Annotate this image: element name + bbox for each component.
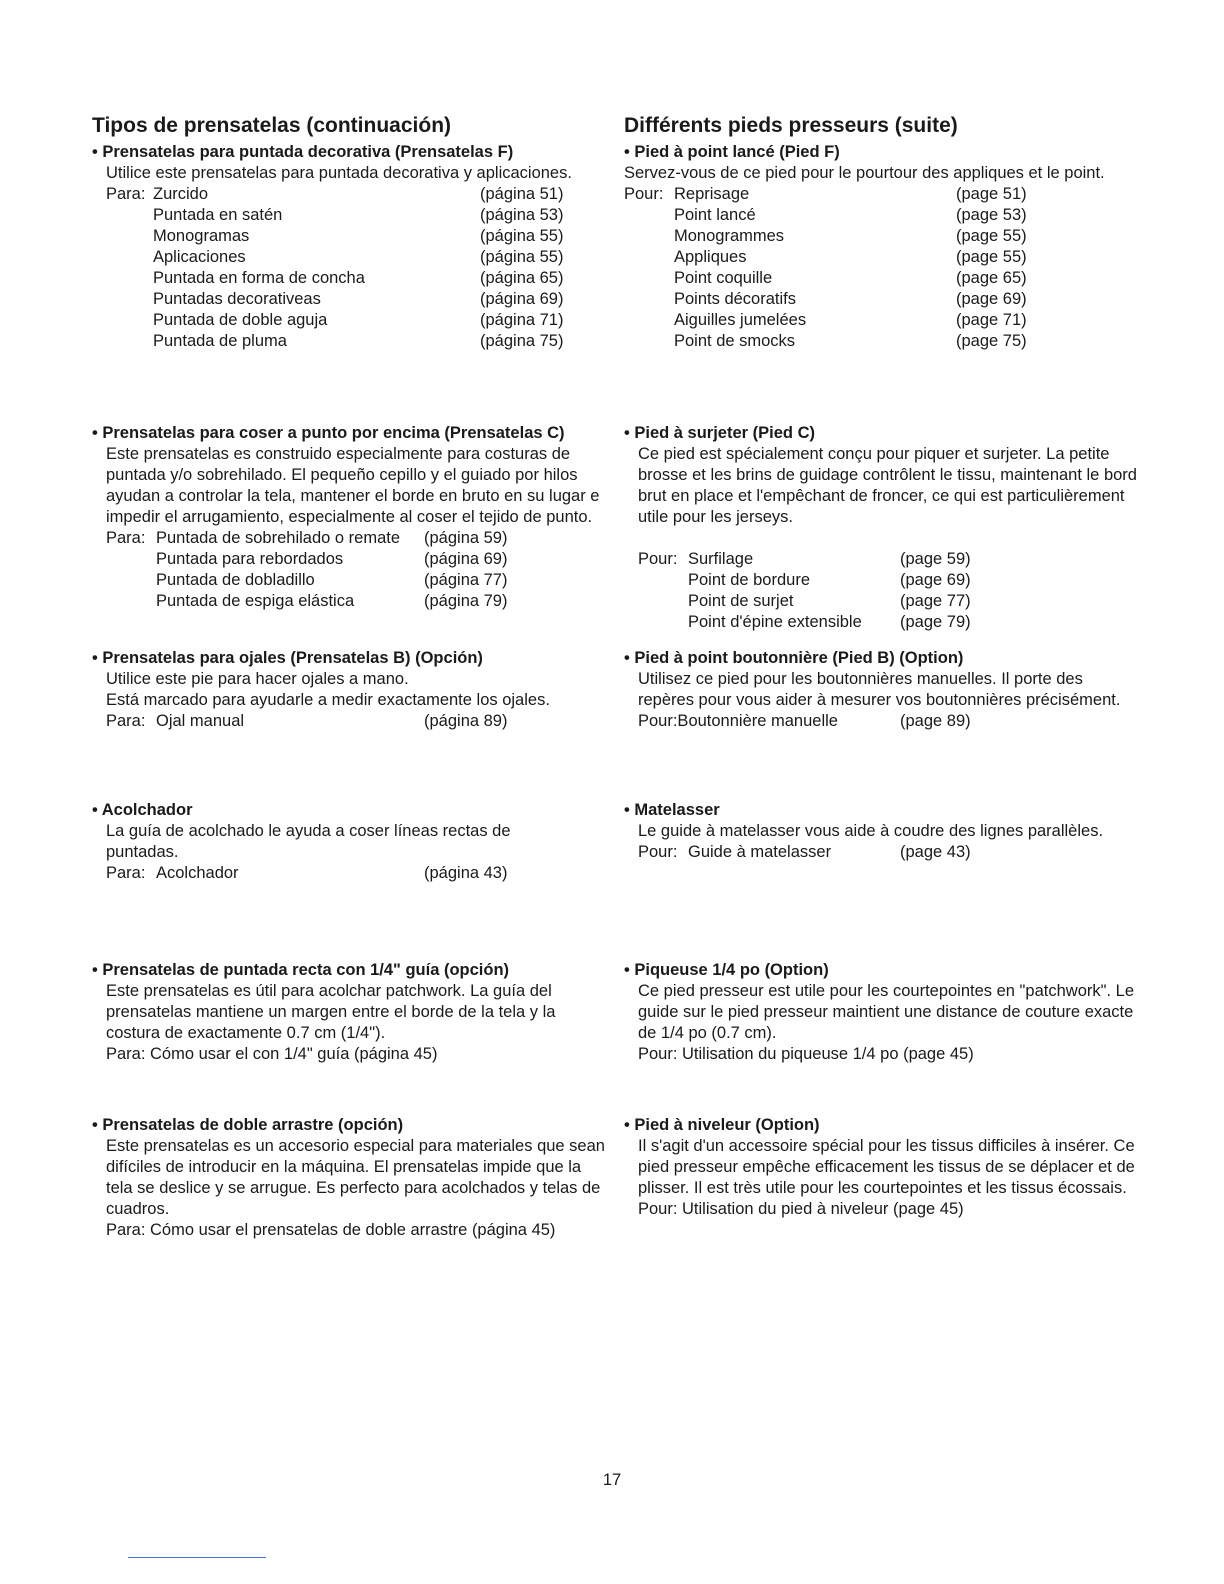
right-section-buttonhole bbox=[624, 648, 1154, 732]
section-text: Ce pied est spécialement conçu pour piquer et surjeter. La petite brosse et les brins de guidage contrôlent le tissu, maintenant le bord brut en place et l'empêchant de froncer, ce qui est particulièrement utile pour les jerseys. bbox=[638, 445, 1137, 526]
section-title: • Pied à niveleur (Option) bbox=[624, 1116, 820, 1134]
section-text: Utilice este prensatelas para puntada decorativa y aplicaciones. bbox=[106, 164, 572, 182]
footer-rule bbox=[128, 1557, 266, 1558]
section-text: Pour: Utilisation du piqueuse 1/4 po (page 45) bbox=[638, 1045, 974, 1063]
left-section-overlock bbox=[92, 423, 612, 612]
section-text: Este prensatelas es construido especialmente para costuras de puntada y/o sobrehilado. El pequeño cepillo y el guiado por hilos ayudan a controlar la tela, mantener el borde en bruto en su lugar e impedir el arrugamiento, especialmente al coser el tejido de punto. bbox=[106, 445, 600, 526]
list-row: Monogrammes (page 55) bbox=[674, 227, 1027, 245]
list-row: Pour: Surfilage (page 59) bbox=[638, 550, 971, 568]
right-heading: Différents pieds presseurs (suite) bbox=[624, 114, 958, 137]
section-title: • Pied à surjeter (Pied C) bbox=[624, 424, 815, 442]
list-row: Aiguilles jumelées (page 71) bbox=[674, 311, 1027, 329]
section-text: La guía de acolchado le ayuda a coser líneas rectas de puntadas. bbox=[106, 822, 511, 861]
list-row: Aplicaciones (página 55) bbox=[153, 248, 564, 266]
section-text: Utilisez ce pied pour les boutonnières manuelles. Il porte des repères pour vous aider à mesurer vos boutonnières précisément. bbox=[638, 670, 1121, 709]
list-row: Puntada de dobladillo (página 77) bbox=[156, 571, 508, 589]
right-section-patchwork bbox=[624, 960, 1154, 1065]
section-text: Este prensatelas es un accesorio especial para materiales que sean difíciles de introducir en la máquina. El prensatelas impide que la tela se deslice y se arrugue. Es perfecto para acolchados y telas de cuadros. bbox=[106, 1137, 605, 1218]
list-row: Points décoratifs (page 69) bbox=[674, 290, 1027, 308]
list-row: Puntada en satén (página 53) bbox=[153, 206, 564, 224]
list-row: Appliques (page 55) bbox=[674, 248, 1027, 266]
right-section-overlock bbox=[624, 423, 1154, 633]
section-text: Utilice este pie para hacer ojales a mano. bbox=[106, 670, 409, 688]
section-title: • Prensatelas para puntada decorativa (Prensatelas F) bbox=[92, 143, 514, 161]
section-title: • Prensatelas para coser a punto por encima (Prensatelas C) bbox=[92, 424, 565, 442]
right-section-quilting bbox=[624, 800, 1154, 863]
list-row: Point de surjet (page 77) bbox=[688, 592, 971, 610]
section-text: Para: Cómo usar el prensatelas de doble arrastre (página 45) bbox=[106, 1221, 556, 1239]
list-row: Point de smocks (page 75) bbox=[674, 332, 1027, 350]
section-title: • Pied à point boutonnière (Pied B) (Option) bbox=[624, 649, 964, 667]
section-text: Está marcado para ayudarle a medir exactamente los ojales. bbox=[106, 691, 550, 709]
section-text: Para: Cómo usar el con 1/4" guía (página 45) bbox=[106, 1045, 438, 1063]
list-row: Puntada de pluma (página 75) bbox=[153, 332, 564, 350]
section-text: Servez-vous de ce pied pour le pourtour des appliques et le point. bbox=[624, 164, 1105, 182]
list-row: Puntada de espiga elástica (página 79) bbox=[156, 592, 508, 610]
section-title: • Acolchador bbox=[92, 801, 193, 819]
list-row: Para: Acolchador (página 43) bbox=[106, 864, 508, 882]
section-text: Pour: Utilisation du pied à niveleur (page 45) bbox=[638, 1200, 964, 1218]
list-row: Pour: Reprisage (page 51) bbox=[624, 185, 1027, 203]
left-section-quilting bbox=[92, 800, 612, 884]
list-row: Puntada de doble aguja (página 71) bbox=[153, 311, 564, 329]
left-section-decorative bbox=[92, 142, 612, 352]
list-row: Point de bordure (page 69) bbox=[688, 571, 971, 589]
left-heading: Tipos de prensatelas (continuación) bbox=[92, 114, 452, 137]
right-section-decorative bbox=[624, 142, 1154, 352]
list-row: Puntadas decorativeas (página 69) bbox=[153, 290, 564, 308]
section-text: Ce pied presseur est utile pour les courtepointes en "patchwork". Le guide sur le pied presseur maintient une distance de couture exacte de 1/4 po (0.7 cm). bbox=[638, 982, 1134, 1042]
list-row: Point lancé (page 53) bbox=[674, 206, 1027, 224]
section-text: Este prensatelas es útil para acolchar patchwork. La guía del prensatelas mantiene un margen entre el borde de la tela y la costura de exactamente 0.7 cm (1/4"). bbox=[106, 982, 556, 1042]
left-section-patchwork bbox=[92, 960, 612, 1065]
section-title: • Prensatelas de puntada recta con 1/4" guía (opción) bbox=[92, 961, 510, 979]
section-title: • Prensatelas de doble arrastre (opción) bbox=[92, 1116, 404, 1134]
page-number: 17 bbox=[602, 1471, 622, 1489]
list-row: Puntada para rebordados (página 69) bbox=[156, 550, 508, 568]
list-row: Point coquille (page 65) bbox=[674, 269, 1027, 287]
list-row: Para: Puntada de sobrehilado o remate (página 59) bbox=[106, 529, 508, 547]
left-section-buttonhole bbox=[92, 648, 612, 732]
list-row: Pour:Boutonnière manuelle (page 89) bbox=[638, 712, 971, 730]
list-row: Point d'épine extensible (page 79) bbox=[688, 613, 971, 631]
list-row: Para: Ojal manual (página 89) bbox=[106, 712, 508, 730]
section-title: • Prensatelas para ojales (Prensatelas B) (Opción) bbox=[92, 649, 483, 667]
section-title: • Matelasser bbox=[624, 801, 720, 819]
left-section-walking-foot bbox=[92, 1115, 612, 1241]
list-row: Monogramas (página 55) bbox=[153, 227, 564, 245]
list-row: Puntada en forma de concha (página 65) bbox=[153, 269, 564, 287]
section-title: • Piqueuse 1/4 po (Option) bbox=[624, 961, 829, 979]
list-row: Para: Zurcido (página 51) bbox=[106, 185, 564, 203]
section-text: Il s'agit d'un accessoire spécial pour les tissus difficiles à insérer. Ce pied presseur empêche efficacement les tissus de se déplacer et de plisser. Il est très utile pour les courtepointes et les tissus écossais. bbox=[638, 1137, 1135, 1197]
right-section-walking-foot bbox=[624, 1115, 1154, 1220]
section-text: Le guide à matelasser vous aide à coudre des lignes parallèles. bbox=[638, 822, 1104, 840]
list-row: Pour: Guide à matelasser (page 43) bbox=[638, 843, 971, 861]
section-title: • Pied à point lancé (Pied F) bbox=[624, 143, 840, 161]
